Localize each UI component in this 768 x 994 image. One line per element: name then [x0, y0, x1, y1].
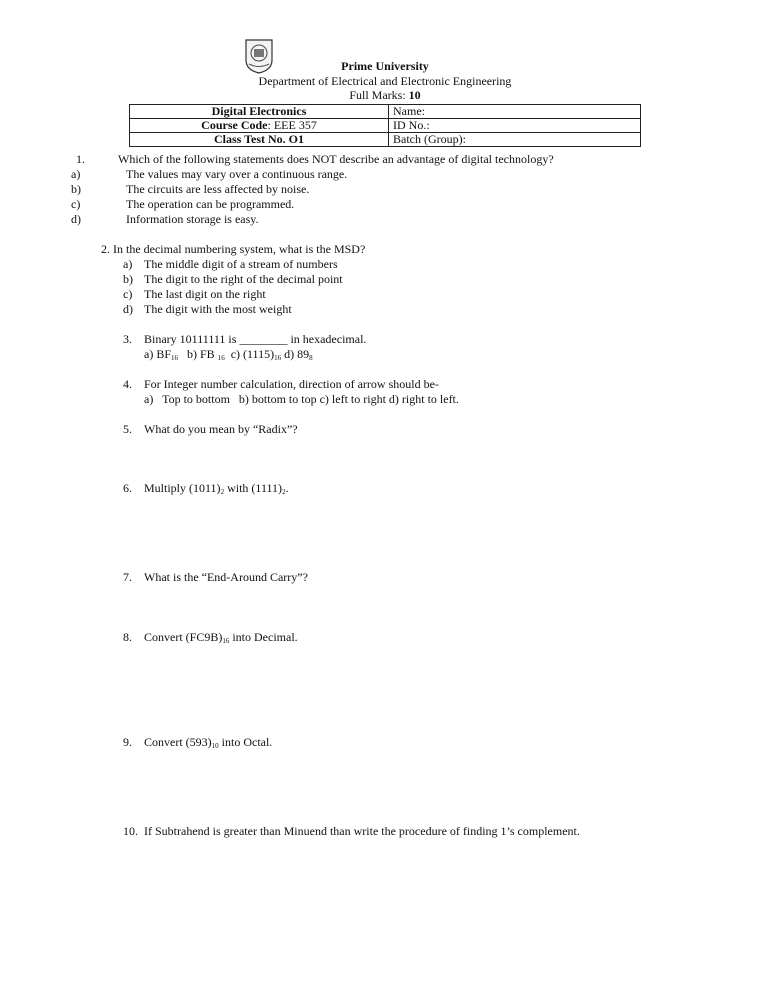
full-marks-value: 10 [408, 88, 421, 102]
q3-number: 3. [123, 332, 132, 346]
q2-text: 2. In the decimal numbering system, what is the MSD? [101, 242, 366, 256]
q10-number: 10. [123, 824, 138, 838]
q4-options: a) Top to bottom b) bottom to top c) left to right d) right to left. [144, 392, 459, 406]
q3-option-c: c) (1115) [230, 347, 275, 361]
q6-base-b: 2 [282, 488, 286, 496]
q4-text: For Integer number calculation, direction of arrow should be- [144, 377, 439, 391]
full-marks-label: Full Marks: [349, 88, 409, 102]
q1-option-letter: a) [71, 167, 81, 181]
q3-options [144, 347, 313, 361]
q9-text-a: Convert (593) [144, 735, 212, 749]
q6-base-a: 2 [220, 488, 225, 496]
q1-option-text: The operation can be programmed. [126, 197, 295, 211]
course-code-label: Course Code [201, 118, 268, 132]
q5-number: 5. [123, 422, 132, 436]
q8-text-a: Convert (FC9B) [144, 630, 223, 644]
q2-option-text: The middle digit of a stream of numbers [144, 257, 338, 271]
q6-text-a: Multiply (1011) [144, 481, 221, 495]
q2-option-letter: a) [123, 257, 133, 271]
q3-option-c-base: 16 [274, 354, 282, 362]
q3-option-a-base: 16 [171, 354, 178, 362]
q8-text-b: into Decimal. [229, 630, 298, 644]
q2-option-text: The digit with the most weight [144, 302, 292, 316]
course-code [130, 119, 389, 133]
info-table [129, 104, 641, 147]
university-name: Prime University [341, 59, 429, 73]
q1-option-text: The values may vary over a continuous range. [126, 167, 348, 181]
q3-option-d: d) 89 [284, 347, 310, 361]
q6-number: 6. [123, 481, 132, 495]
q7-text: What is the “End-Around Carry”? [144, 570, 308, 584]
q1-text: Which of the following statements does NOT describe an advantage of digital technology? [118, 152, 554, 166]
q3-option-b-base: 16 [217, 354, 225, 362]
q3-option-d-base: 8 [309, 354, 313, 362]
q9-base: 10 [211, 742, 219, 750]
q1-option-text: Information storage is easy. [126, 212, 259, 226]
q8-base: 16 [222, 637, 230, 645]
q9-text-b: into Octal. [218, 735, 273, 749]
q6-text-c: . [285, 481, 289, 495]
q1-option-letter: c) [71, 197, 81, 211]
q3-option-a: a) BF [144, 347, 171, 361]
q6-text [144, 481, 289, 495]
q2-option-letter: c) [123, 287, 133, 301]
q1-option-letter: d) [71, 212, 81, 226]
q7-number: 7. [123, 570, 132, 584]
q9-text [144, 735, 272, 749]
q8-number: 8. [123, 630, 132, 644]
q2-option-text: The digit to the right of the decimal point [144, 272, 343, 286]
q2-option-letter: b) [123, 272, 133, 286]
q2-option-text: The last digit on the right [144, 287, 266, 301]
q3-text: Binary 10111111 is ________ in hexadecimal. [144, 332, 367, 346]
id-field: ID No.: [389, 119, 641, 133]
name-field: Name: [389, 105, 641, 119]
q1-option-text: The circuits are less affected by noise. [126, 182, 310, 196]
q10-text: If Subtrahend is greater than Minuend than write the procedure of finding 1’s complement. [144, 824, 580, 838]
department-name: Department of Electrical and Electronic Engineering [258, 74, 512, 88]
q8-text [144, 630, 298, 644]
q3-option-b: b) FB [187, 347, 215, 361]
q1-number: 1. [76, 152, 85, 166]
course-code-value: : EEE 357 [267, 118, 317, 132]
q6-text-b: with (1111) [224, 481, 283, 495]
course-title: Digital Electronics [130, 105, 389, 119]
class-test-number: Class Test No. O1 [130, 133, 389, 147]
q5-text: What do you mean by “Radix”? [144, 422, 298, 436]
q1-option-letter: b) [71, 182, 81, 196]
full-marks [130, 88, 640, 102]
q4-number: 4. [123, 377, 132, 391]
batch-field: Batch (Group): [389, 133, 641, 147]
q9-number: 9. [123, 735, 132, 749]
q2-option-letter: d) [123, 302, 133, 316]
